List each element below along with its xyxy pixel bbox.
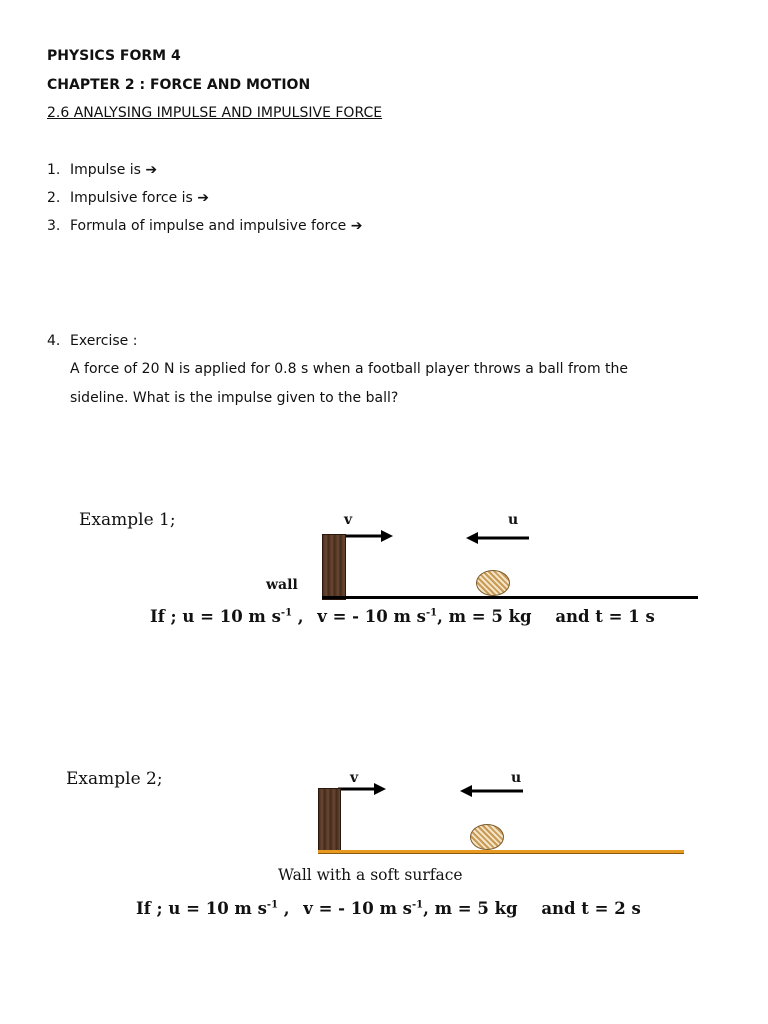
formula-separator: , xyxy=(278,899,290,918)
question-number: 3. xyxy=(47,218,61,234)
example-1-title: Example 1; xyxy=(79,510,176,530)
question-text: Impulse is ➔ xyxy=(70,162,158,178)
formula-if: If ; xyxy=(136,899,163,918)
velocity-u-label: u xyxy=(511,770,522,786)
soft-surface-line xyxy=(318,850,684,854)
formula-v: v = - 10 m s xyxy=(303,899,412,918)
formula-u: u = 10 m s xyxy=(182,607,281,626)
question-number: 2. xyxy=(47,190,61,206)
section-subtitle: 2.6 ANALYSING IMPULSE AND IMPULSIVE FORCE xyxy=(47,105,383,121)
exercise-number: 4. xyxy=(47,333,61,349)
question-item xyxy=(47,190,209,206)
wall xyxy=(318,788,341,853)
exercise-label: Exercise : xyxy=(70,333,138,349)
formula-v-exponent: -1 xyxy=(425,607,438,619)
formula-v-exponent: -1 xyxy=(411,899,424,911)
formula-m: , m = 5 kg xyxy=(437,607,532,626)
formula-v: v = - 10 m s xyxy=(317,607,426,626)
wall-label: wall xyxy=(266,577,298,593)
arrow-right-icon xyxy=(338,781,388,797)
formula-t: and t = 2 s xyxy=(541,899,641,918)
question-text: Formula of impulse and impulsive force ➔ xyxy=(70,218,363,234)
arrow-left-icon xyxy=(466,530,530,546)
velocity-v-label: v xyxy=(350,770,359,786)
exercise-text-line1: A force of 20 N is applied for 0.8 s when a football player throws a ball from the xyxy=(70,361,629,377)
question-item xyxy=(47,218,362,234)
formula-u: u = 10 m s xyxy=(168,899,267,918)
ball-icon xyxy=(470,824,504,850)
formula-u-exponent: -1 xyxy=(280,607,293,619)
formula-t: and t = 1 s xyxy=(555,607,655,626)
wall xyxy=(322,534,346,600)
chapter-title: CHAPTER 2 : FORCE AND MOTION xyxy=(47,77,311,93)
floor-line xyxy=(322,596,698,599)
arrow-left-icon xyxy=(460,783,524,799)
ball-icon xyxy=(476,570,510,596)
example-2-formula xyxy=(136,899,641,918)
exercise-heading xyxy=(47,333,137,349)
question-number: 1. xyxy=(47,162,61,178)
example-1-formula xyxy=(150,607,655,626)
formula-separator: , xyxy=(292,607,304,626)
example-2-title: Example 2; xyxy=(66,769,163,789)
exercise-text-line2: sideline. What is the impulse given to the ball? xyxy=(70,390,399,406)
question-item xyxy=(47,162,157,178)
soft-surface-label: Wall with a soft surface xyxy=(278,866,463,884)
question-text: Impulsive force is ➔ xyxy=(70,190,210,206)
formula-if: If ; xyxy=(150,607,177,626)
formula-u-exponent: -1 xyxy=(266,899,279,911)
velocity-u-label: u xyxy=(508,512,519,528)
document-title: PHYSICS FORM 4 xyxy=(47,48,181,64)
arrow-right-icon xyxy=(345,528,395,544)
velocity-v-label: v xyxy=(344,512,353,528)
formula-m: , m = 5 kg xyxy=(423,899,518,918)
